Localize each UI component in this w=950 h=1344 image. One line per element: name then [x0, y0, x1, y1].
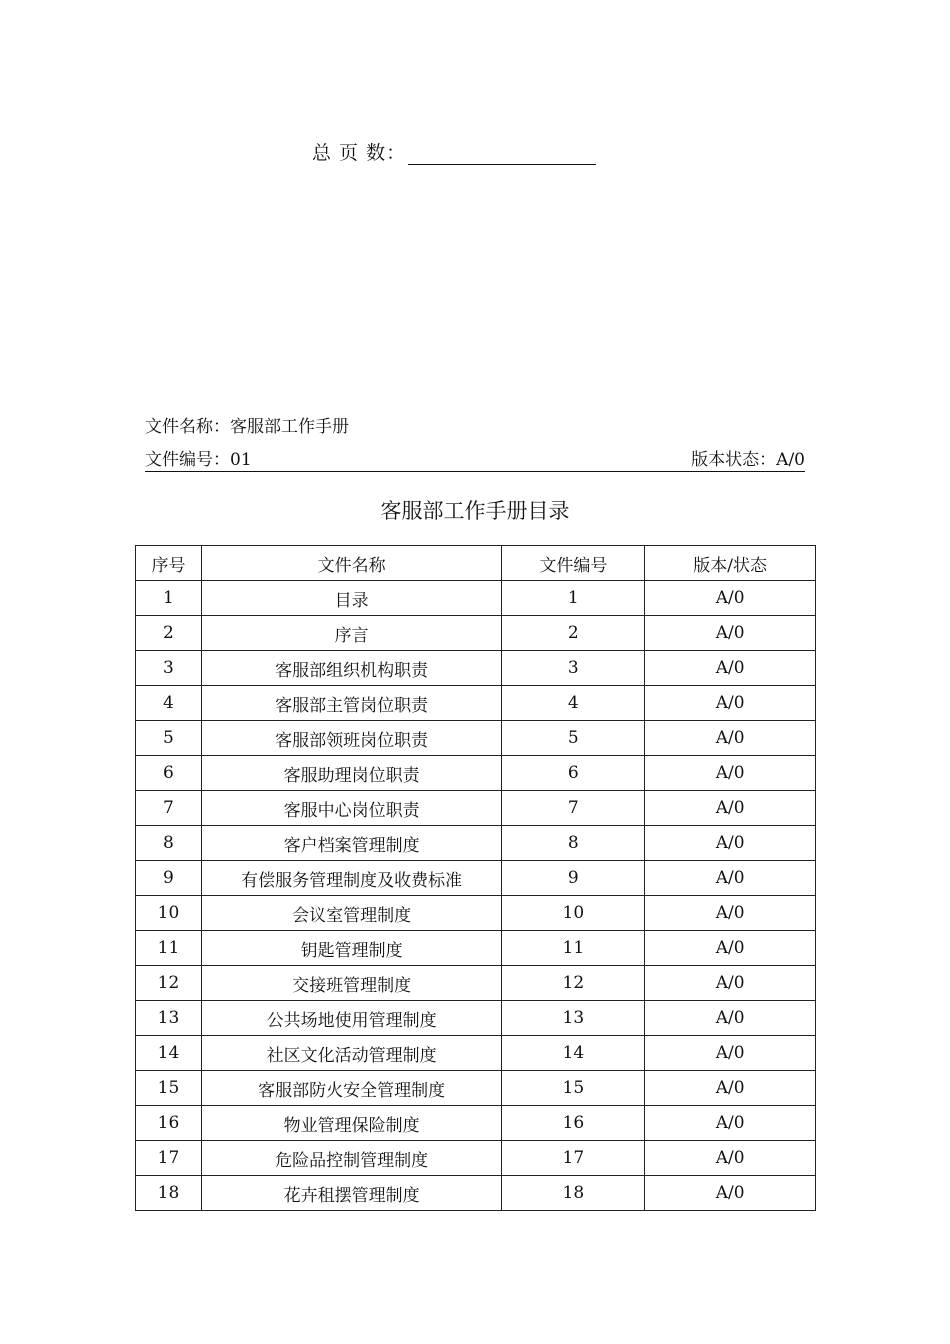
cell-number: 10 — [502, 896, 645, 931]
cell-name: 花卉租摆管理制度 — [201, 1176, 502, 1211]
page-title: 客服部工作手册目录 — [380, 499, 570, 523]
table-row — [136, 756, 816, 791]
table-row — [136, 791, 816, 826]
cell-number: 12 — [502, 966, 645, 1001]
version-status — [691, 449, 805, 471]
cell-number: 15 — [502, 1071, 645, 1106]
column-header-serial: 序号 — [136, 546, 202, 581]
cell-version: A/0 — [645, 931, 816, 966]
cell-version: A/0 — [645, 1106, 816, 1141]
total-pages-blank[interactable] — [408, 142, 596, 165]
cell-number: 8 — [502, 826, 645, 861]
table-row — [136, 721, 816, 756]
cell-name: 交接班管理制度 — [201, 966, 502, 1001]
table-row — [136, 1141, 816, 1176]
table-row — [136, 686, 816, 721]
cell-number: 14 — [502, 1036, 645, 1071]
cell-version: A/0 — [645, 791, 816, 826]
table-row — [136, 1036, 816, 1071]
table-of-contents — [135, 545, 816, 1211]
cell-number: 11 — [502, 931, 645, 966]
cell-version: A/0 — [645, 966, 816, 1001]
cell-serial: 17 — [136, 1141, 202, 1176]
cell-version: A/0 — [645, 616, 816, 651]
column-header-version: 版本/状态 — [645, 546, 816, 581]
cell-number: 13 — [502, 1001, 645, 1036]
cell-number: 4 — [502, 686, 645, 721]
cell-serial: 10 — [136, 896, 202, 931]
cell-serial: 14 — [136, 1036, 202, 1071]
cell-version: A/0 — [645, 1176, 816, 1211]
table-row — [136, 1001, 816, 1036]
cell-version: A/0 — [645, 686, 816, 721]
column-header-name: 文件名称 — [201, 546, 502, 581]
total-pages-label: 总 页 数： — [312, 142, 407, 164]
cell-serial: 2 — [136, 616, 202, 651]
document-number-value: 01 — [230, 450, 252, 470]
table-row — [136, 1176, 816, 1211]
cell-number: 3 — [502, 651, 645, 686]
cell-name: 物业管理保险制度 — [201, 1106, 502, 1141]
cell-number: 2 — [502, 616, 645, 651]
cell-version: A/0 — [645, 756, 816, 791]
cell-serial: 4 — [136, 686, 202, 721]
cell-version: A/0 — [645, 581, 816, 616]
cell-number: 5 — [502, 721, 645, 756]
cell-version: A/0 — [645, 721, 816, 756]
cell-serial: 1 — [136, 581, 202, 616]
document-number-line — [145, 449, 805, 472]
cell-name: 客服部主管岗位职责 — [201, 686, 502, 721]
version-status-label: 版本状态： — [691, 450, 777, 470]
cell-serial: 12 — [136, 966, 202, 1001]
cell-name: 客服部防火安全管理制度 — [201, 1071, 502, 1106]
document-name-label: 文件名称： — [145, 417, 230, 437]
cell-number: 7 — [502, 791, 645, 826]
document-name-value: 客服部工作手册 — [230, 417, 349, 437]
cell-version: A/0 — [645, 826, 816, 861]
cell-serial: 3 — [136, 651, 202, 686]
cell-name: 目录 — [201, 581, 502, 616]
cell-number: 18 — [502, 1176, 645, 1211]
cell-serial: 8 — [136, 826, 202, 861]
cell-serial: 9 — [136, 861, 202, 896]
table-row — [136, 826, 816, 861]
cell-name: 客服助理岗位职责 — [201, 756, 502, 791]
cell-version: A/0 — [645, 651, 816, 686]
cell-name: 公共场地使用管理制度 — [201, 1001, 502, 1036]
cell-number: 1 — [502, 581, 645, 616]
cell-number: 6 — [502, 756, 645, 791]
cell-name: 客服中心岗位职责 — [201, 791, 502, 826]
table-row — [136, 966, 816, 1001]
cell-serial: 16 — [136, 1106, 202, 1141]
cell-version: A/0 — [645, 1141, 816, 1176]
table-row — [136, 581, 816, 616]
cell-serial: 6 — [136, 756, 202, 791]
cell-name: 会议室管理制度 — [201, 896, 502, 931]
table-row — [136, 896, 816, 931]
cell-serial: 7 — [136, 791, 202, 826]
cell-name: 钥匙管理制度 — [201, 931, 502, 966]
cell-version: A/0 — [645, 1001, 816, 1036]
cell-name: 社区文化活动管理制度 — [201, 1036, 502, 1071]
cell-name: 客服部组织机构职责 — [201, 651, 502, 686]
cell-number: 9 — [502, 861, 645, 896]
table-row — [136, 861, 816, 896]
cell-serial: 11 — [136, 931, 202, 966]
cell-version: A/0 — [645, 1071, 816, 1106]
cell-version: A/0 — [645, 896, 816, 931]
table-row — [136, 616, 816, 651]
cell-name: 序言 — [201, 616, 502, 651]
cell-serial: 18 — [136, 1176, 202, 1211]
cell-serial: 13 — [136, 1001, 202, 1036]
table-row — [136, 1106, 816, 1141]
cell-name: 有偿服务管理制度及收费标准 — [201, 861, 502, 896]
document-number-label: 文件编号： — [145, 450, 230, 470]
table-row — [136, 651, 816, 686]
cell-number: 16 — [502, 1106, 645, 1141]
table-row — [136, 931, 816, 966]
cell-number: 17 — [502, 1141, 645, 1176]
table-header-row — [136, 546, 816, 581]
total-pages-field — [312, 138, 596, 165]
version-status-value: A/0 — [776, 450, 805, 470]
cell-serial: 15 — [136, 1071, 202, 1106]
cell-serial: 5 — [136, 721, 202, 756]
cell-name: 客户档案管理制度 — [201, 826, 502, 861]
cell-version: A/0 — [645, 1036, 816, 1071]
cell-version: A/0 — [645, 861, 816, 896]
cell-name: 危险品控制管理制度 — [201, 1141, 502, 1176]
table-row — [136, 1071, 816, 1106]
cell-name: 客服部领班岗位职责 — [201, 721, 502, 756]
column-header-number: 文件编号 — [502, 546, 645, 581]
document-name-line — [145, 412, 349, 437]
document-number — [145, 449, 252, 471]
